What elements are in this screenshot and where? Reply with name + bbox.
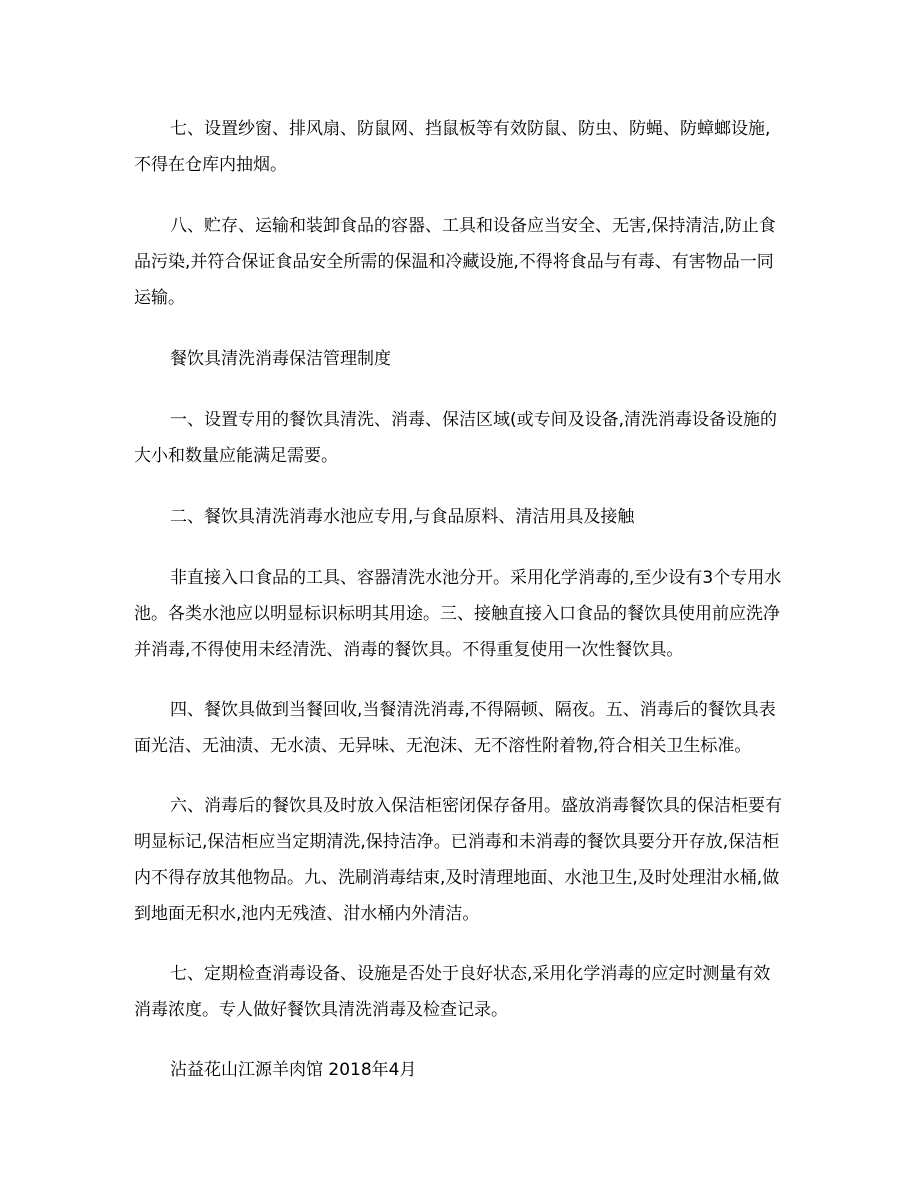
- paragraph-rule-4-5: 四、餐饮具做到当餐回收,当餐清洗消毒,不得隔顿、隔夜。五、消毒后的餐饮具表面光洁、无油渍、无水渍、无异味、无泡沫、无不溶性附着物,符合相关卫生标准。: [134, 700, 776, 756]
- document-body: [134, 111, 784, 1088]
- document-signature: 沾益花山江源羊肉馆 2018年4月: [170, 1060, 417, 1080]
- paragraph-storage-pest-control: 七、设置纱窗、排风扇、防鼠网、挡鼠板等有效防鼠、防虫、防蝇、防蟑螂设施,不得在仓库内抽烟。: [134, 119, 771, 175]
- paragraph-rule-7: 七、定期检查消毒设备、设施是否处于良好状态,采用化学消毒的应定时测量有效消毒浓度。专人做好餐饮具清洗消毒及检查记录。: [134, 964, 771, 1020]
- paragraph-rule-6-9: 六、消毒后的餐饮具及时放入保洁柜密闭保存备用。盛放消毒餐饮具的保洁柜要有明显标记,保洁柜应当定期清洗,保持洁净。已消毒和未消毒的餐饮具要分开存放,保洁柜内不得存放其他物品。九、洗刷消毒结束,及时清理地面、水池卫生,及时处理泔水桶,做到地面无积水,池内无残渣、泔水桶内外清洁。: [134, 796, 782, 924]
- paragraph-rule-2-3: 非直接入口食品的工具、容器清洗水池分开。采用化学消毒的,至少设有3个专用水池。各类水池应以明显标识标明其用途。三、接触直接入口食品的餐饮具使用前应洗净并消毒,不得使用未经清洗、消毒的餐饮具。不得重复使用一次性餐饮具。: [134, 568, 782, 660]
- paragraph-rule-1: 一、设置专用的餐饮具清洗、消毒、保洁区域(或专间及设备,清洗消毒设备设施的大小和数量应能满足需要。: [134, 410, 778, 466]
- paragraph-storage-transport: 八、贮存、运输和装卸食品的容器、工具和设备应当安全、无害,保持清洁,防止食品污染,并符合保证食品安全所需的保温和冷藏设施,不得将食品与有毒、有害物品一同运输。: [134, 216, 776, 308]
- section-title-tableware-cleaning: 餐饮具清洗消毒保洁管理制度: [170, 349, 391, 369]
- paragraph-rule-2: 二、餐饮具清洗消毒水池应专用,与食品原料、清洁用具及接触: [170, 507, 635, 527]
